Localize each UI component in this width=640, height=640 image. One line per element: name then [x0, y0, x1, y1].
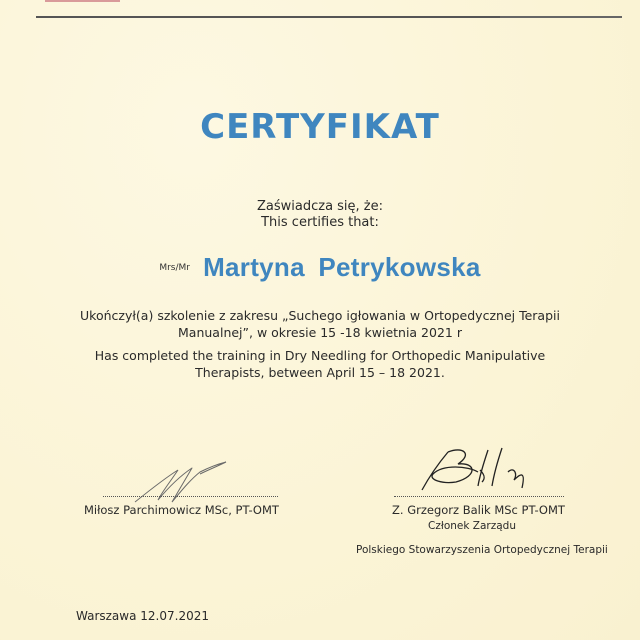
body-polish-line-1: Ukończył(a) szkolenie z zakresu „Suchego igłowania w Ortopedycznej Terapii — [80, 308, 560, 323]
body-english-line-1: Has completed the training in Dry Needling for Orthopedic Manipulative — [94, 348, 546, 363]
body-polish-line-2: Manualnej”, w okresie 15 -18 kwietnia 2021 r — [178, 325, 462, 340]
top-rule-divider-end — [500, 16, 622, 18]
signature-right-icon — [418, 444, 548, 494]
honorific-label: Mrs/Mr — [159, 262, 190, 273]
certificate-title: CERTYFIKAT — [200, 107, 440, 147]
signatory-right-name: Z. Grzegorz Balik MSc PT-OMT — [392, 503, 565, 517]
top-pink-strip — [45, 0, 120, 2]
recipient-name: Martyna Petrykowska — [203, 252, 481, 282]
signature-line-right — [394, 496, 564, 497]
body-english-line-2: Therapists, between April 15 – 18 2021. — [195, 365, 445, 380]
body-english — [0, 347, 640, 381]
intro-polish: Zaświadcza się, że: — [256, 199, 384, 214]
place-and-date: Warszawa 12.07.2021 — [76, 609, 209, 623]
intro-english: This certifies that: — [261, 215, 379, 230]
intro-block — [0, 199, 640, 231]
signatory-right-role: Członek Zarządu — [428, 520, 516, 532]
recipient-row — [0, 252, 640, 283]
signatory-left-name: Miłosz Parchimowicz MSc, PT-OMT — [84, 503, 279, 517]
signature-line-left — [103, 496, 278, 497]
signature-left-icon — [130, 460, 230, 505]
body-polish — [0, 307, 640, 341]
signatory-right-organization: Polskiego Stowarzyszenia Ortopedycznej Terapii — [356, 544, 608, 556]
top-rule-divider — [36, 16, 508, 18]
